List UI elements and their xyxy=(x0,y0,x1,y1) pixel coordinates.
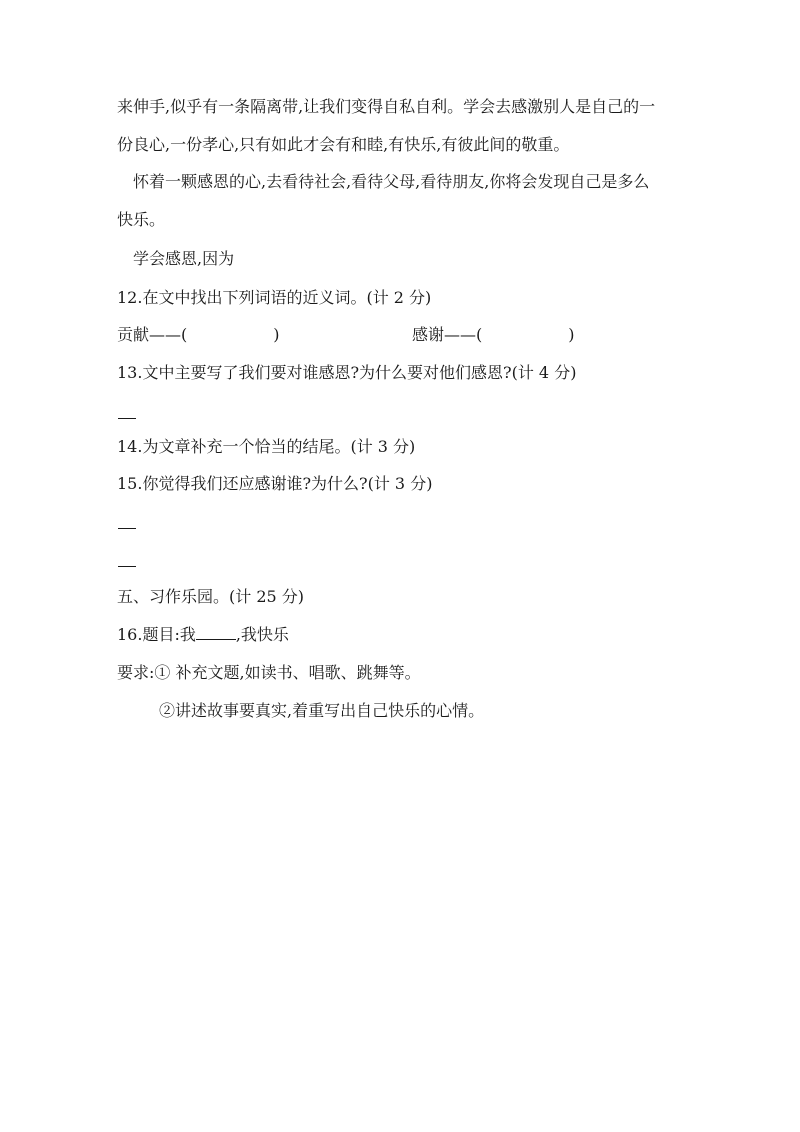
paragraph-line: 快乐。 xyxy=(117,210,166,229)
requirement-1: 要求:① 补充文题,如读书、唱歌、跳舞等。 xyxy=(117,663,421,682)
question-12: 12.在文中找出下列词语的近义词。(计 2 分) xyxy=(117,288,432,307)
question-12-item-1 xyxy=(117,325,280,345)
question-14: 14.为文章补充一个恰当的结尾。(计 3 分) xyxy=(117,437,416,456)
answer-line xyxy=(118,528,136,529)
answer-line xyxy=(118,418,136,419)
question-12-item-2 xyxy=(412,325,575,345)
question-16 xyxy=(117,625,289,645)
answer-line xyxy=(118,566,136,567)
paragraph-line: 来伸手,似乎有一条隔离带,让我们变得自私自利。学会去感激别人是自己的一 xyxy=(117,97,656,116)
section-5-title: 五、习作乐园。(计 25 分) xyxy=(117,587,305,606)
q16-suffix: ,我快乐 xyxy=(235,625,289,644)
paragraph-line: 怀着一颗感恩的心,去看待社会,看待父母,看待朋友,你将会发现自己是多么 xyxy=(133,172,650,191)
question-15: 15.你觉得我们还应感谢谁?为什么?(计 3 分) xyxy=(117,474,433,493)
question-13: 13.文中主要写了我们要对谁感恩?为什么要对他们感恩?(计 4 分) xyxy=(117,363,577,382)
item-1-close: ) xyxy=(273,325,280,344)
item-2-close: ) xyxy=(568,325,575,344)
title-blank[interactable] xyxy=(196,625,236,640)
item-1-word: 贡献——( xyxy=(117,325,188,344)
paragraph-line: 份良心,一份孝心,只有如此才会有和睦,有快乐,有彼此间的敬重。 xyxy=(117,135,570,154)
requirement-2: ②讲述故事要真实,着重写出自己快乐的心情。 xyxy=(159,701,485,720)
item-2-word: 感谢——( xyxy=(412,325,483,344)
q16-prefix: 16.题目:我 xyxy=(117,625,196,644)
paragraph-line: 学会感恩,因为 xyxy=(133,249,235,268)
